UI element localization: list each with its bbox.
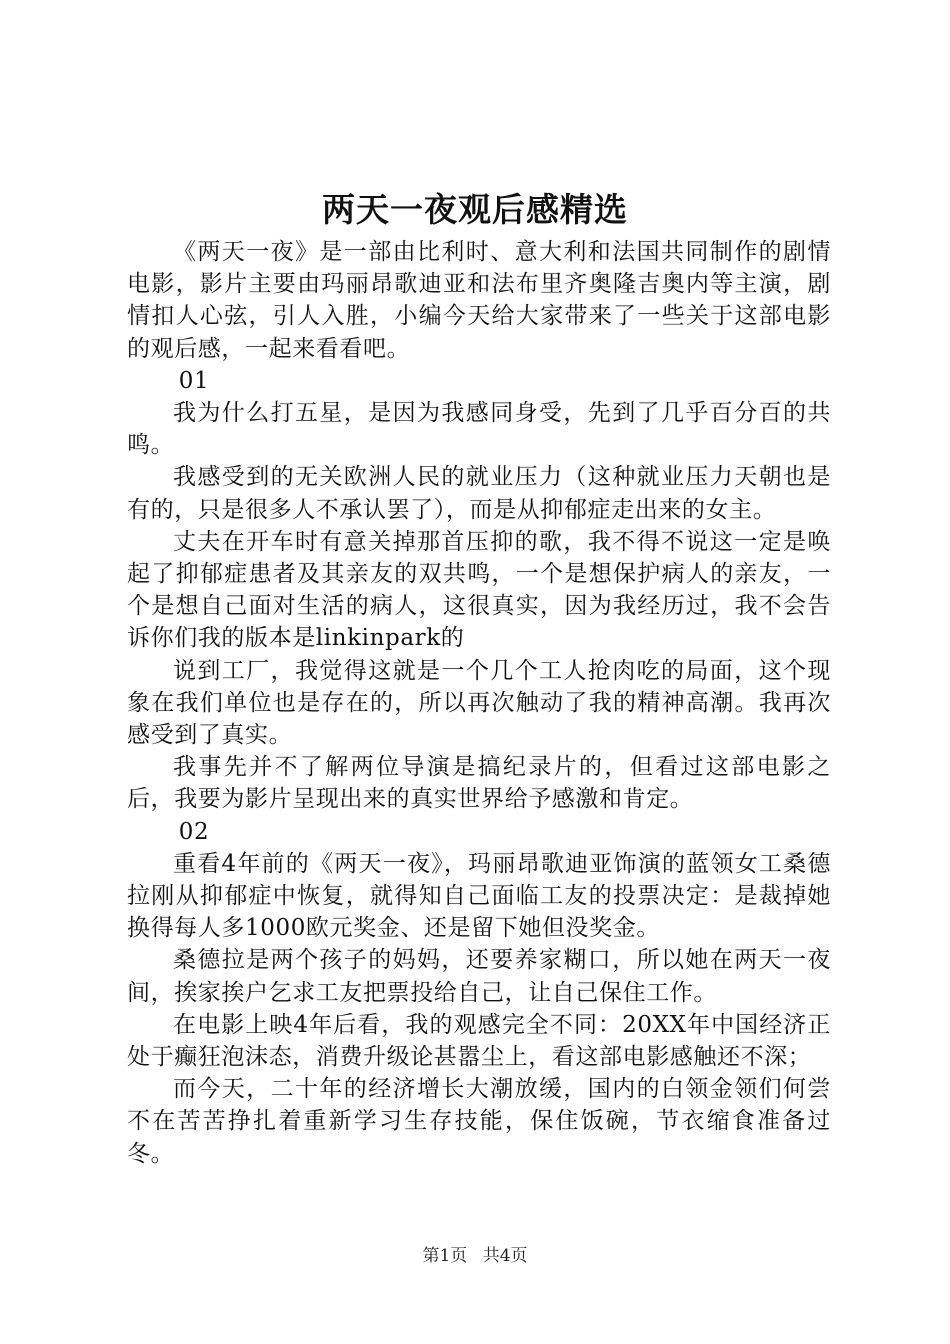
paragraph: 说到工厂，我觉得这就是一个几个工人抢肉吃的局面，这个现象在我们单位也是存在的，所以再次触动了我的精神高潮。我再次感受到了真实。 — [127, 657, 831, 749]
paragraph: 我为什么打五星，是因为我感同身受，先到了几乎百分百的共鸣。 — [127, 400, 831, 459]
paragraph: 我事先并不了解两位导演是搞纪录片的，但看过这部电影之后，我要为影片呈现出来的真实世界给予感激和肯定。 — [127, 754, 831, 813]
document-title: 两天一夜观后感精选 — [322, 190, 628, 229]
document-body — [127, 236, 831, 1170]
page-total: 共4页 — [482, 1246, 528, 1266]
paragraph-intro: 《两天一夜》是一部由比利时、意大利和法国共同制作的剧情电影，影片主要由玛丽昂歌迪亚和法布里齐奥隆吉奥内等主演，剧情扣人心弦，引人入胜，小编今天给大家带来了一些关于这部电影的观后感，一起来看看吧。 — [127, 239, 831, 362]
paragraph: 重看4年前的《两天一夜》，玛丽昂歌迪亚饰演的蓝领女工桑德拉刚从抑郁症中恢复，就得知自己面临工友的投票决定：是裁掉她换得每人多1000欧元奖金、还是留下她但没奖金。 — [127, 850, 831, 942]
page-footer — [0, 1244, 950, 1268]
page-number: 第1页 — [422, 1246, 468, 1266]
paragraph: 在电影上映4年后看，我的观感完全不同：20XX年中国经济正处于癫狂泡沫态，消费升级论甚嚣尘上，看这部电影感触还不深； — [127, 1011, 831, 1071]
paragraph: 而今天，二十年的经济增长大潮放缓，国内的白领金领们何尝不在苦苦挣扎着重新学习生存技能，保住饭碗，节衣缩食准备过冬。 — [127, 1076, 831, 1167]
section-number-02: 02 — [178, 818, 210, 845]
paragraph: 丈夫在开车时有意关掉那首压抑的歌，我不得不说这一定是唤起了抑郁症患者及其亲友的双共鸣，一个是想保护病人的亲友，一个是想自己面对生活的病人，这很真实，因为我经历过，我不会告诉你们我的版本是linkinpark的 — [127, 528, 831, 652]
paragraph: 我感受到的无关欧洲人民的就业压力（这种就业压力天朝也是有的，只是很多人不承认罢了），而是从抑郁症走出来的女主。 — [127, 464, 831, 523]
section-number-01: 01 — [178, 367, 210, 394]
paragraph: 桑德拉是两个孩子的妈妈，还要养家糊口，所以她在两天一夜间，挨家挨户乞求工友把票投给自己，让自己保住工作。 — [127, 947, 831, 1006]
